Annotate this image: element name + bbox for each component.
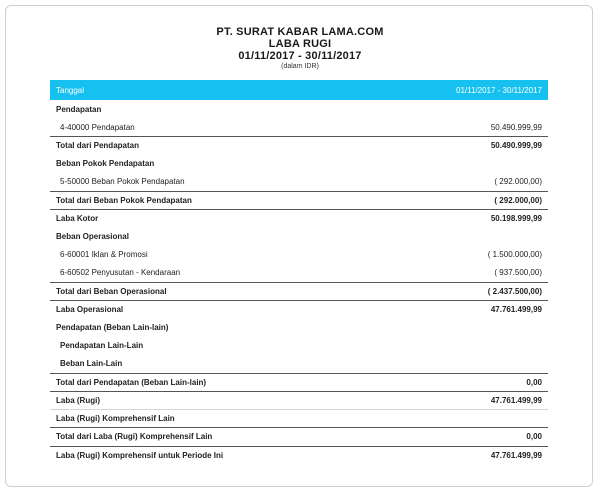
row-amount: 47.761.499,99	[490, 305, 542, 315]
row-label: Pendapatan Lain-Lain	[60, 341, 144, 351]
row-label: 4-40000 Pendapatan	[60, 122, 135, 132]
subsection-beban-lain	[50, 355, 548, 373]
row-amount: 0,00	[526, 432, 542, 442]
row-amount: 50.198.999,99	[490, 214, 542, 224]
row-amount: 0,00	[526, 377, 542, 387]
row-5-50000-beban-pokok	[50, 173, 548, 191]
row-label: Laba Operasional	[56, 305, 124, 315]
header-date-label: Tanggal	[56, 85, 85, 95]
total-beban-pokok	[50, 191, 548, 209]
row-label: 6-60502 Penyusutan - Kendaraan	[60, 268, 181, 278]
row-4-40000-pendapatan	[50, 118, 548, 136]
company-name: PT. SURAT KABAR LAMA.COM	[216, 26, 384, 38]
row-label: Total dari Beban Pokok Pendapatan	[56, 196, 192, 206]
laba-rugi-komprehensif-periode	[50, 446, 548, 464]
laba-kotor	[50, 209, 548, 227]
row-amount: ( 292.000,00)	[494, 196, 542, 206]
row-amount: 47.761.499,99	[490, 450, 542, 460]
total-komprehensif-lain	[50, 427, 548, 445]
row-label: 6-60001 Iklan & Promosi	[60, 250, 148, 260]
total-beban-operasional	[50, 282, 548, 300]
row-label: Total dari Beban Operasional	[56, 286, 167, 296]
laba-operasional	[50, 300, 548, 318]
row-amount: 47.761.499,99	[490, 396, 542, 406]
section-pendapatan-beban-lain	[50, 318, 548, 336]
header-period-label: 01/11/2017 - 30/11/2017	[456, 85, 542, 95]
row-label: Beban Lain-Lain	[60, 359, 123, 369]
row-label: Total dari Laba (Rugi) Komprehensif Lain	[56, 432, 213, 442]
currency-note: (dalam IDR)	[281, 63, 319, 70]
section-komprehensif-lain	[50, 409, 548, 427]
row-label: 5-50000 Beban Pokok Pendapatan	[60, 177, 185, 187]
report-header	[0, 26, 600, 72]
row-label: Beban Pokok Pendapatan	[56, 159, 155, 169]
subsection-pendapatan-lain	[50, 336, 548, 354]
row-amount: ( 292.000,00)	[494, 177, 542, 187]
row-amount: ( 1.500.000,00)	[487, 250, 542, 260]
row-label: Total dari Pendapatan	[56, 141, 139, 151]
report-title: LABA RUGI	[268, 38, 332, 50]
row-amount: 50.490.999,99	[490, 122, 542, 132]
row-amount: ( 2.437.500,00)	[487, 286, 542, 296]
total-pendapatan	[50, 136, 548, 154]
row-amount: ( 937.500,00)	[494, 268, 542, 278]
row-6-60502-penyusutan	[50, 264, 548, 282]
row-label: Laba Kotor	[56, 214, 99, 224]
report-period: 01/11/2017 - 30/11/2017	[238, 50, 362, 62]
row-label: Laba (Rugi)	[56, 396, 100, 406]
row-6-60001-iklan	[50, 246, 548, 264]
row-label: Beban Operasional	[56, 231, 129, 241]
row-label: Laba (Rugi) Komprehensif Lain	[56, 414, 175, 424]
profit-loss-table	[50, 80, 548, 464]
section-beban-pokok	[50, 155, 548, 173]
row-label: Pendapatan (Beban Lain-lain)	[56, 322, 169, 332]
table-header-row	[50, 80, 548, 100]
section-beban-operasional	[50, 227, 548, 245]
row-amount: 50.490.999,99	[490, 141, 542, 151]
row-label: Laba (Rugi) Komprehensif untuk Periode Ini	[56, 450, 224, 460]
row-label: Total dari Pendapatan (Beban Lain-lain)	[56, 377, 207, 387]
total-pendapatan-beban-lain	[50, 373, 548, 391]
laba-rugi	[50, 391, 548, 409]
row-label: Pendapatan	[56, 104, 102, 114]
section-pendapatan	[50, 100, 548, 118]
